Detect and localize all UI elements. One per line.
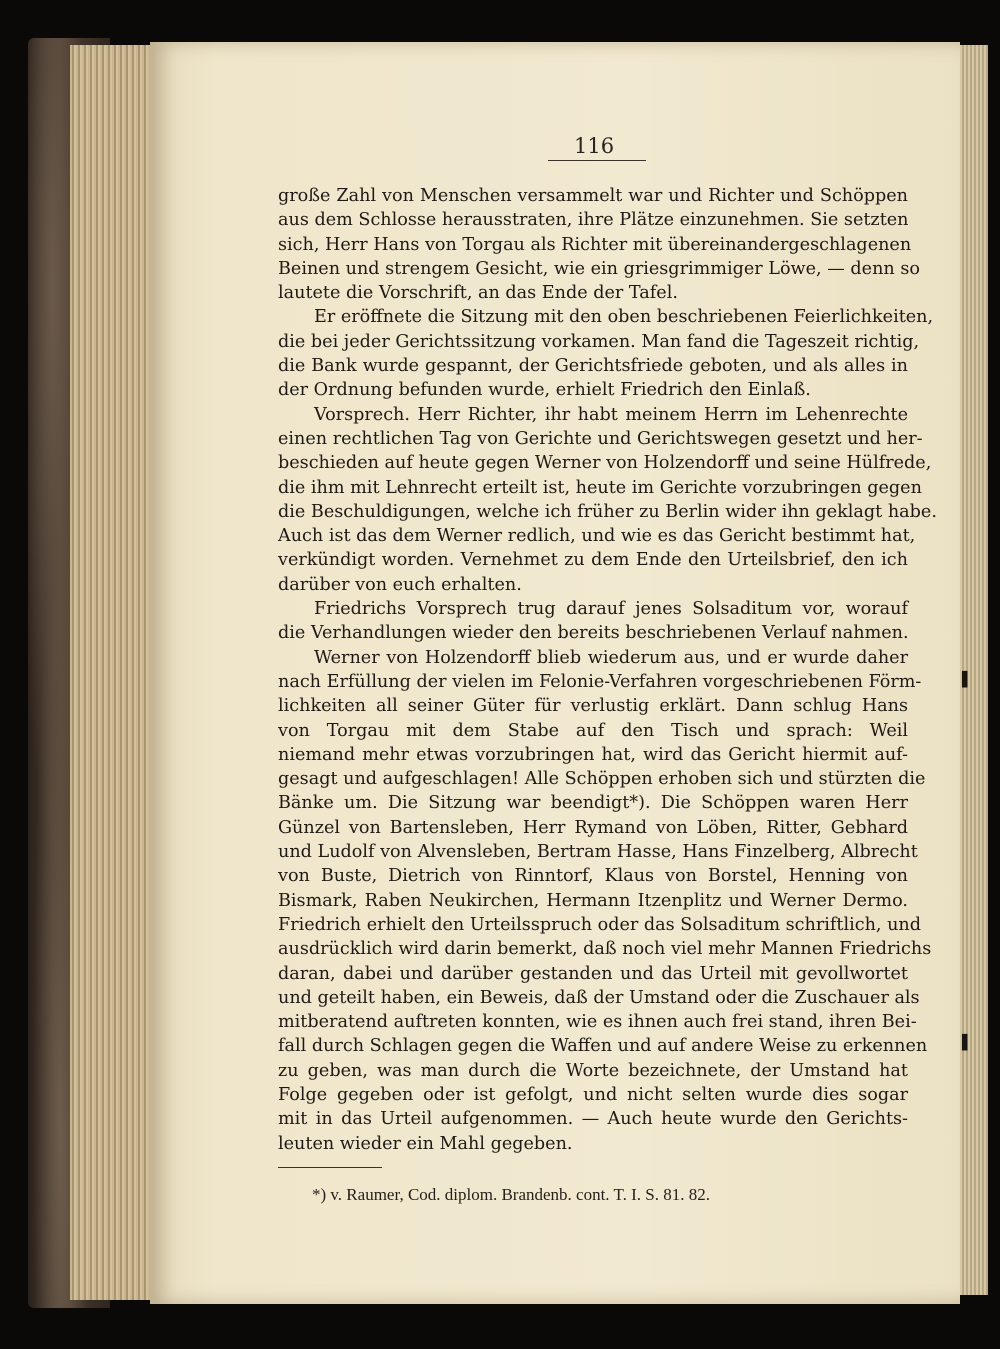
text-line: Er eröffnete die Sitzung mit den oben beschriebenen Feierlichkeiten, — [314, 307, 934, 328]
text-line: sich, Herr Hans von Torgau als Richter mit übereinandergeschlagenen — [278, 234, 912, 255]
text-line: lautete die Vorschrift, an das Ende der Tafel. — [278, 283, 678, 304]
text-line: Werner von Holzendorff blieb wiederum aus, und er wurde daher — [314, 647, 908, 668]
text-line: Folge gegeben oder ist gefolgt, und nicht selten wurde dies sogar — [278, 1084, 908, 1105]
text-line: Bänke um. Die Sitzung war beendigt*). Die Schöppen waren Herr — [278, 793, 908, 814]
text-line: Beinen und strengem Gesicht, wie ein griesgrimmiger Löwe, — denn so — [278, 258, 920, 279]
footnote-rule — [278, 1167, 382, 1168]
text-line: die bei jeder Gerichtssitzung vorkamen. Man fand die Tageszeit richtig, — [278, 331, 920, 352]
text-line: verkündigt worden. Vernehmet zu dem Ende den Urteilsbrief, den ich — [278, 550, 908, 571]
text-line: Auch ist das dem Werner redlich, und wie es das Gericht bestimmt hat, — [278, 526, 916, 547]
text-line: die Bank wurde gespannt, der Gerichtsfriede geboten, und als alles in — [278, 356, 908, 377]
text-line: Bismark, Raben Neukirchen, Hermann Itzenplitz und Werner Dermo. — [278, 890, 908, 911]
text-line: daran, dabei und darüber gestanden und das Urteil mit gevollwortet — [278, 963, 908, 984]
page-number-rule — [548, 160, 646, 161]
text-line: Günzel von Bartensleben, Herr Rymand von Löben, Ritter, Gebhard — [278, 817, 908, 838]
text-line: darüber von euch erhalten. — [278, 574, 522, 595]
margin-mark: ▌ — [962, 1035, 973, 1051]
text-line: lichkeiten all seiner Güter für verlustig erklärt. Dann schlug Hans — [278, 696, 908, 717]
text-line: aus dem Schlosse herausstraten, ihre Plätze einzunehmen. Sie setzten — [278, 210, 909, 231]
text-line: beschieden auf heute gegen Werner von Holzendorff und seine Hülfrede, — [278, 453, 932, 474]
text-line: Vorsprech. Herr Richter, ihr habt meinem Herrn im Lehenrechte — [314, 404, 908, 425]
text-line: gesagt und aufgeschlagen! Alle Schöppen erhoben sich und stürzten die — [278, 769, 926, 790]
text-line: ausdrücklich wird darin bemerkt, daß noch viel mehr Mannen Friedrichs — [278, 939, 932, 960]
text-line: die ihm mit Lehnrecht erteilt ist, heute im Gerichte vorzubringen gegen — [278, 477, 922, 498]
text-line: der Ordnung befunden wurde, erhielt Friedrich den Einlaß. — [278, 380, 811, 401]
text-line: von Buste, Dietrich von Rinntorf, Klaus von Borstel, Henning von — [278, 866, 908, 887]
text-line: Friedrichs Vorsprech trug darauf jenes Solsaditum vor, worauf — [314, 599, 908, 620]
page-block-edges — [70, 45, 155, 1300]
footnote: *) v. Raumer, Cod. diplom. Brandenb. cont. T. I. S. 81. 82. — [312, 1185, 710, 1204]
text-line: die Verhandlungen wieder den bereits beschriebenen Verlauf nahmen. — [278, 623, 909, 644]
page-number: 116 — [574, 134, 615, 158]
text-line: mit in das Urteil aufgenommen. — Auch heute wurde den Gerichts- — [278, 1109, 908, 1130]
text-line: die Beschuldigungen, welche ich früher zu Berlin wider ihn geklagt habe. — [278, 501, 937, 522]
text-line: mitberatend auftreten konnten, wie es ihnen auch frei stand, ihren Bei- — [278, 1012, 917, 1033]
text-line: leuten wieder ein Mahl gegeben. — [278, 1133, 573, 1154]
text-line: große Zahl von Menschen versammelt war und Richter und Schöppen — [278, 186, 908, 206]
margin-mark: ▌ — [962, 672, 973, 688]
text-line: und geteilt haben, ein Beweis, daß der Umstand oder die Zuschauer als — [278, 987, 920, 1008]
text-line: Friedrich erhielt den Urteilsspruch oder das Solsaditum schriftlich, und — [278, 914, 922, 935]
text-line: zu geben, was man durch die Worte bezeichnete, der Umstand hat — [278, 1060, 908, 1081]
text-line: niemand mehr etwas vorzubringen hat, wird das Gericht hiermit auf- — [278, 744, 908, 765]
text-line: fall durch Schlagen gegen die Waffen und auf andere Weise zu erkennen — [278, 1036, 928, 1057]
text-line: nach Erfüllung der vielen im Felonie-Verfahren vorgeschriebenen Förm- — [278, 671, 922, 692]
text-line: und Ludolf von Alvensleben, Bertram Hasse, Hans Finzelberg, Albrecht — [278, 842, 918, 863]
text-line: einen rechtlichen Tag von Gerichte und Gerichtswegen gesetzt und her- — [278, 428, 923, 449]
body-text — [278, 184, 937, 1156]
text-line: von Torgau mit dem Stabe auf den Tisch und sprach: Weil — [278, 720, 908, 741]
